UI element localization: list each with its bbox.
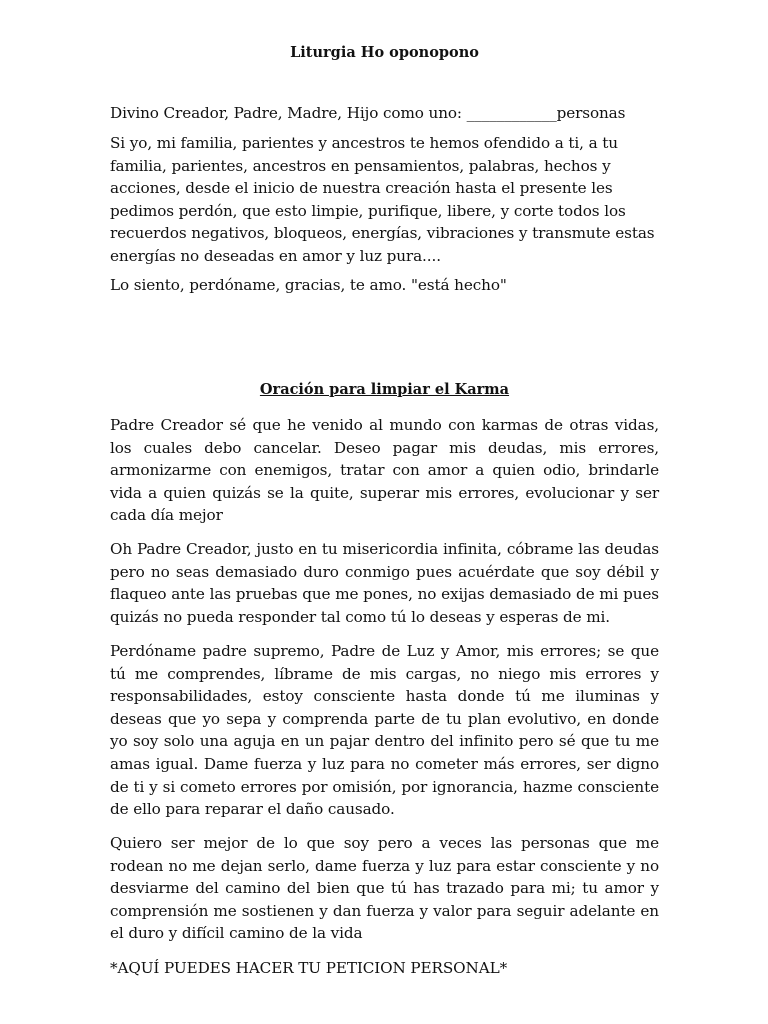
karma-prayer-title: Oración para limpiar el Karma	[259, 381, 510, 398]
karma-paragraph-4: Quiero ser mejor de lo que soy pero a veces las personas que me rodean no me dejan serlo, dame fuerza y luz para estar consciente y no desviarme del camino del bien que tú has trazado para mi; tu amor y comprensión me sostienen y dan fuerza y valor para seguir adelante en el duro y difícil camino de la vida	[110, 834, 659, 943]
karma-paragraph-2: Oh Padre Creador, justo en tu misericordia infinita, cóbrame las deudas pero no seas demasiado duro conmigo pues acuérdate que soy débil y flaqueo ante las pruebas que me pones, no exijas demasiado de mi pues quizás no pueda responder tal como tú lo deseas y esperas de mi.	[110, 540, 659, 626]
karma-paragraph-1: Padre Creador sé que he venido al mundo con karmas de otras vidas, los cuales debo cancelar. Deseo pagar mis deudas, mis errores, armonizarme con enemigos, tratar con amor a quien odio, brindarle vida a quien quizás se la quite, superar mis errores, evolucionar y ser cada día mejor	[110, 416, 659, 525]
invocation-line: Divino Creador, Padre, Madre, Hijo como uno: ____________personas	[110, 104, 626, 122]
forgiveness-paragraph: Si yo, mi familia, parientes y ancestros te hemos ofendido a ti, a tu familia, parientes, ancestros en pensamientos, palabras, hechos y acciones, desde el inicio de nuestra creación hasta el presente les pedimos perdón, que esto limpie, purifique, libere, y corte todos los recuerdos negativos, bloqueos, energías, vibraciones y transmute estas energías no deseadas en amor y luz pura....	[110, 134, 655, 265]
document-title: Liturgia Ho oponopono	[290, 44, 479, 61]
closing-line: Lo siento, perdóname, gracias, te amo. "está hecho"	[110, 276, 507, 294]
karma-paragraph-3: Perdóname padre supremo, Padre de Luz y Amor, mis errores; se que tú me comprendes, líbrame de mis cargas, no niego mis errores y responsabilidades, estoy consciente hasta donde tú me iluminas y deseas que yo sepa y comprenda parte de tu plan evolutivo, en donde yo soy solo una aguja en un pajar dentro del infinito pero sé que tu me amas igual. Dame fuerza y luz para no cometer más errores, ser digno de ti y si cometo errores por omisión, por ignorancia, hazme consciente de ello para reparar el daño causado.	[110, 642, 659, 819]
personal-request-instruction: *AQUÍ PUEDES HACER TU PETICION PERSONAL*	[110, 959, 508, 977]
